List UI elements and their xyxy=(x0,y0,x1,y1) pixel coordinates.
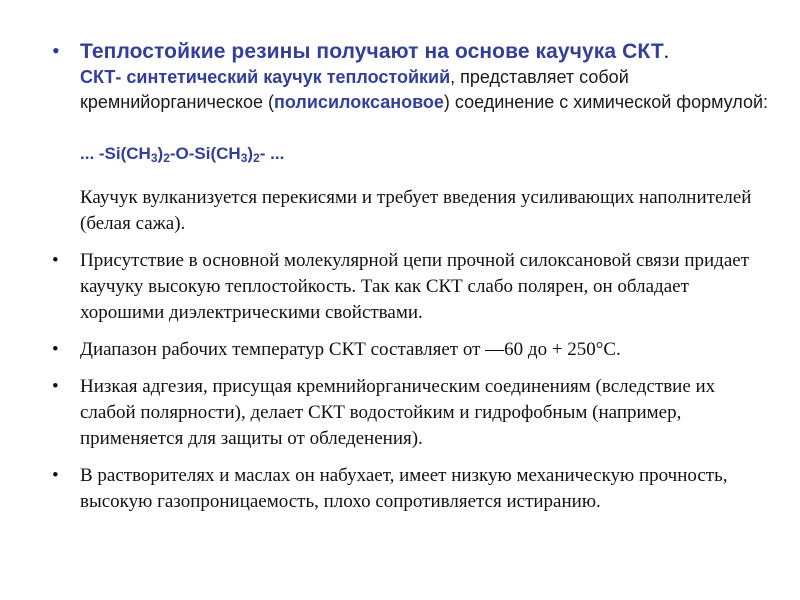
vulcanization-text: Каучук вулканизуется перекисями и требует введения усиливающих наполнителей (белая сажа). xyxy=(80,187,752,234)
bullet-item-low-adhesion xyxy=(50,374,770,452)
formula-part: ... -Si(CH xyxy=(80,144,151,163)
bullet-text: В растворителях и маслах он набухает, имеет низкую механическую прочность, высокую газопроницаемость, плохо сопротивляется истиранию. xyxy=(80,465,728,512)
bullet-item-solvent-swelling xyxy=(50,463,770,515)
bullet-list xyxy=(50,38,770,526)
skt-desc-a: , представляет собой кремнийорганическое ( xyxy=(80,67,629,112)
bullet-dot-icon: • xyxy=(52,339,59,360)
skt-term: СКТ- синтетический каучук теплостойкий xyxy=(80,67,451,87)
skt-definition xyxy=(80,65,770,115)
formula-part: -O-Si(CH xyxy=(169,144,241,163)
formula-part: ) xyxy=(247,144,254,163)
slide-heading xyxy=(80,38,770,65)
chemical-formula xyxy=(80,141,770,167)
formula-subscript: 3 xyxy=(150,151,158,165)
bullet-dot-icon: • xyxy=(52,376,59,397)
bullet-item-siloxane-bond xyxy=(50,248,770,326)
heading-text: Теплостойкие резины получают на основе каучука СКТ xyxy=(80,40,664,63)
bullet-dot-icon: • xyxy=(52,38,60,63)
formula-part: - ... xyxy=(259,144,285,163)
bullet-dot-icon: • xyxy=(52,465,59,486)
bullet-text: Диапазон рабочих температур СКТ составляет от —60 до + 250°С. xyxy=(80,339,621,360)
formula-subscript: 3 xyxy=(240,151,248,165)
bullet-dot-icon: • xyxy=(52,250,59,271)
heading-period: . xyxy=(663,39,670,63)
skt-desc-b: ) соединение с химической формулой: xyxy=(443,92,769,112)
spacer xyxy=(80,167,770,185)
bullet-item-skt-intro xyxy=(50,38,770,237)
bullet-item-temperature-range xyxy=(50,337,770,363)
bullet-text: Низкая адгезия, присущая кремнийорганическим соединениям (вследствие их слабой полярности), делает СКТ водостойким и гидрофобным (например, применяется для защиты от обледенения). xyxy=(80,376,716,449)
formula-subscript: 2 xyxy=(253,151,260,165)
formula-subscript: 2 xyxy=(163,151,170,165)
bullet-text: Присутствие в основной молекулярной цепи прочной силоксановой связи придает каучуку высокую теплостойкость. Так как СКТ слабо полярен, он обладает хорошими диэлектрическими свойствами. xyxy=(80,250,749,323)
formula-part: ) xyxy=(157,144,164,163)
polysiloxane-term: полисилоксановое xyxy=(274,92,444,112)
